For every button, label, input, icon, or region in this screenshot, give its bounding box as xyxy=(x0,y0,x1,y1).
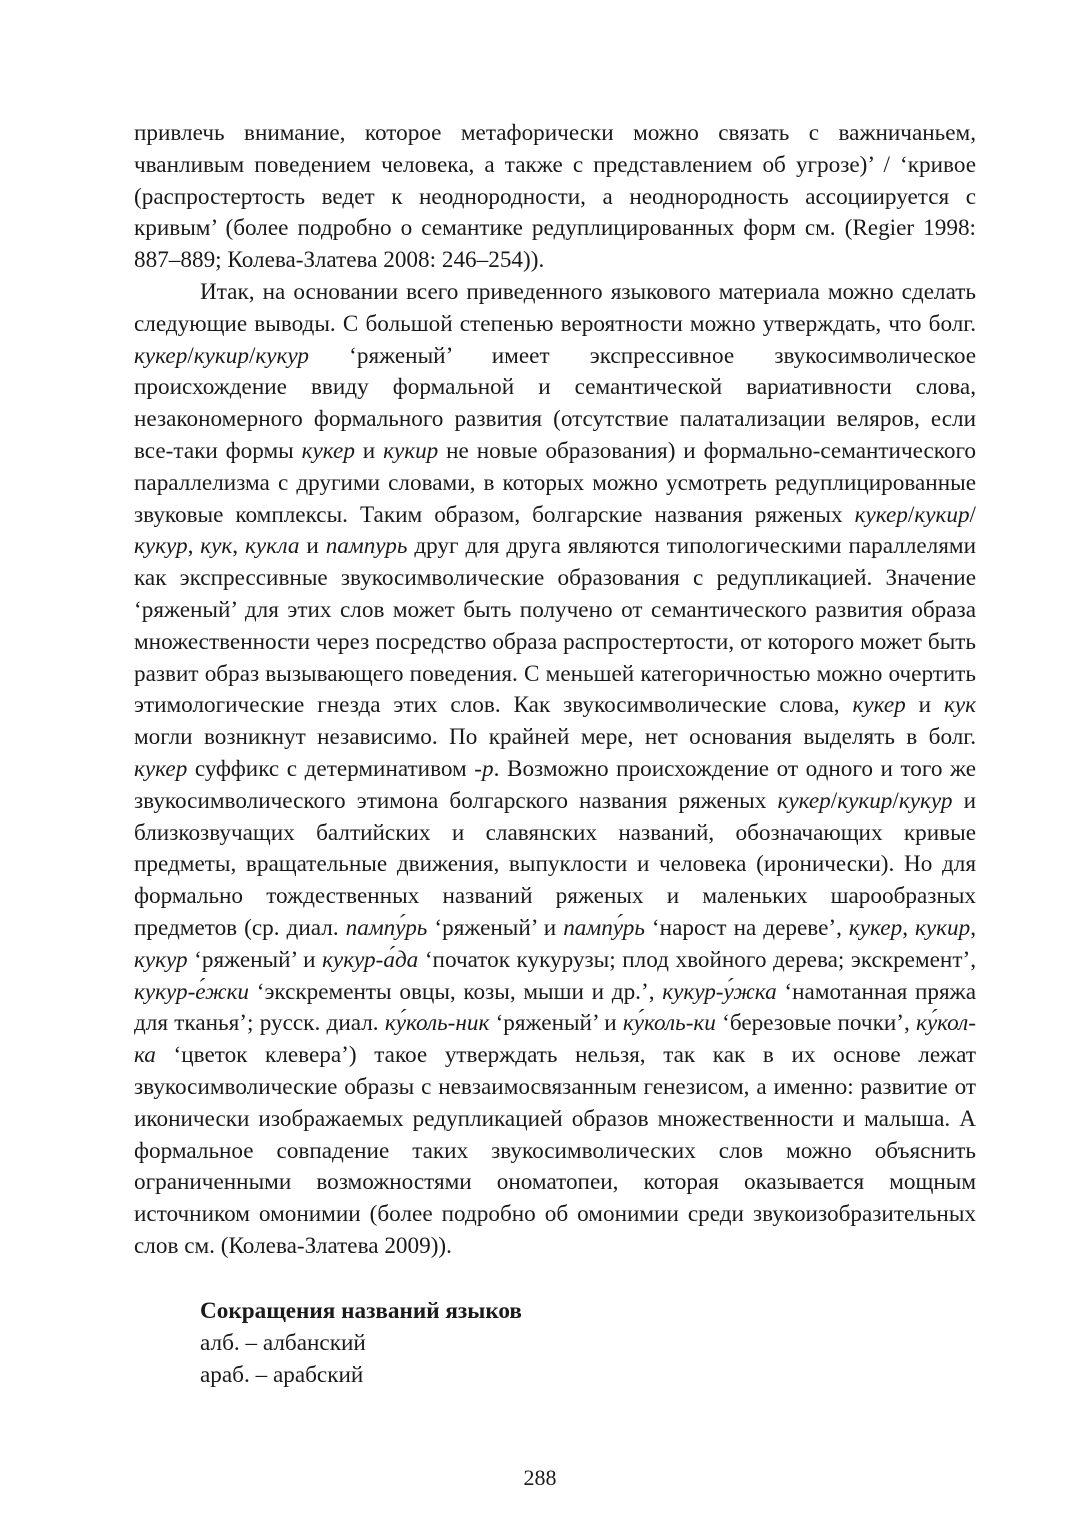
paragraph-2 xyxy=(134,277,976,1263)
italic-term: кукер xyxy=(134,755,188,782)
page-number: 288 xyxy=(523,1465,557,1490)
text-run: и близкозвучащих балтийских и славянских названий, обозначающих кривые предметы, вращательные движения, выпуклости и человека (иронически). Но для формально тождественных названий ряженых и маленьких шарообразных предметов (ср. диал. xyxy=(134,787,976,941)
italic-term: кукер xyxy=(301,437,355,464)
text-run: / xyxy=(187,342,194,369)
text-run: ‘ряженый’ имеет экспрессивное звукосимволическое происхождение ввиду формальной и семантической вариативности слова, незакономерного формального развития (отсутствие палатализации веляров, если все-таки формы xyxy=(134,342,976,464)
italic-term: кукир xyxy=(837,787,893,814)
abbreviation-item: алб. – албанский xyxy=(200,1329,366,1356)
paragraph-1: привлечь внимание, которое метафорически можно связать с важничаньем, чванливым поведением человека, а также с представлением об угрозе)’ / ‘кривое (распростертость ведет к неоднородности, а неоднородность ассоциируется с кривым’ (более подробно о семантике редуплицированных форм см. (Regier 1998: 887–889; Колева-Златева 2008: 246–254)). xyxy=(134,120,976,274)
italic-term: кукер xyxy=(134,342,188,369)
text-run: ‘цветок клевера’) такое утверждать нельзя, так как в их основе лежат звукосимволические образы с невзаимосвязанным генезисом, а именно: развитие от иконически изображаемых редупликацией образов множественности и малыша. А формальное совпадение таких звукосимволических слов можно объяснить ограниченными возможностями ономатопеи, которая оказывается мощным источником омонимии (более подробно об омонимии среди звукоизобразительных слов см. (Колева-Златева 2009)). xyxy=(134,1042,976,1259)
text-run: / xyxy=(248,342,256,369)
text-run: ‘ряженый’ и xyxy=(427,914,564,941)
text-run: . Возможно происхождение от одного и того же звукосимволического этимона болгарского названия ряженых xyxy=(134,755,976,814)
abbreviation-item: араб. – арабский xyxy=(200,1361,364,1388)
text-run: и xyxy=(354,437,384,464)
text-run: / xyxy=(892,787,899,814)
italic-term: кукер xyxy=(777,787,831,814)
italic-term: кукер xyxy=(854,501,908,528)
abbreviations-heading: Сокращения названий языков xyxy=(200,1298,522,1324)
abbreviations-section xyxy=(200,1296,900,1391)
italic-term: кукир xyxy=(915,914,971,941)
text-run: и xyxy=(299,533,326,560)
italic-term: кукур-у́жка xyxy=(662,978,777,1005)
text-run: могли возникнут независимо. По крайней мере, нет основания выделять в болг. xyxy=(134,724,976,751)
text-run: , xyxy=(187,533,201,560)
italic-term: пампурь xyxy=(325,533,408,560)
italic-term: ку́кол-ка xyxy=(134,1010,976,1069)
italic-term: кукир xyxy=(383,437,439,464)
text-run: / xyxy=(907,501,915,528)
italic-term: кук xyxy=(943,692,976,719)
italic-term: пампу́рь xyxy=(345,914,428,941)
text-run: суффикс с детерминативом xyxy=(187,755,475,782)
text-run: , xyxy=(970,914,976,941)
text-run: и xyxy=(905,692,944,719)
italic-term: кукла xyxy=(245,533,300,560)
italic-term: кукир xyxy=(193,342,249,369)
italic-term: пампу́рь xyxy=(563,914,645,941)
text-run: друг для друга являются типологическими параллелями как экспрессивные звукосимволические образования с редупликацией. Значение ‘ряженый’ для этих слов может быть получено от семантического развития образа множественности через посредство образа распростертости, от которого может быть развит образ вызывающего поведения. С меньшей категоричностью можно очертить этимологические гнезда этих слов. Как звукосимволические слова, xyxy=(134,533,977,719)
italic-term: кукур-е́жки xyxy=(134,978,250,1005)
text-run: ‘нарост на дереве’, xyxy=(644,914,849,941)
text-run: ‘намотанная пряжа для тканья’; русск. диал. xyxy=(134,978,976,1037)
italic-term: кукер xyxy=(852,692,906,719)
italic-term: ку́коль-ник xyxy=(384,1010,490,1037)
italic-term: кукур xyxy=(134,946,188,973)
page-body xyxy=(134,118,976,1263)
text-run: / xyxy=(830,787,838,814)
text-run: Итак, на основании всего приведенного языкового материала можно сделать следующие выводы. С большой степенью вероятности можно утверждать, что болг. xyxy=(134,278,976,337)
italic-term: кукур-а́да xyxy=(322,946,419,973)
text-run: не новые образования) и формально-семантического параллелизма с другими словами, в которых можно усмотреть редуплицированные звуковые комплексы. Таким образом, болгарские названия ряженых xyxy=(134,437,976,528)
italic-term: ку́коль-ки xyxy=(622,1010,716,1037)
text-run: , xyxy=(232,533,246,560)
italic-term: кук xyxy=(200,533,233,560)
text-run: , xyxy=(902,914,915,941)
text-run: ‘ряженый’ и xyxy=(187,946,323,973)
italic-term: кукир xyxy=(914,501,970,528)
italic-term: кукер xyxy=(848,914,903,941)
italic-term: кукур xyxy=(134,533,188,560)
text-run: ‘ряженый’ и xyxy=(489,1010,623,1037)
text-run: ‘экскременты овцы, козы, мыши и др.’, xyxy=(249,978,663,1005)
text-run: ‘початок кукурузы; плод хвойного дерева; экскремент’, xyxy=(418,946,976,973)
text-run: / xyxy=(969,501,976,528)
italic-term: -р xyxy=(474,755,494,782)
italic-term: кукур xyxy=(898,787,953,814)
italic-term: кукур xyxy=(255,342,309,369)
text-run: ‘березовые почки’, xyxy=(715,1010,917,1037)
